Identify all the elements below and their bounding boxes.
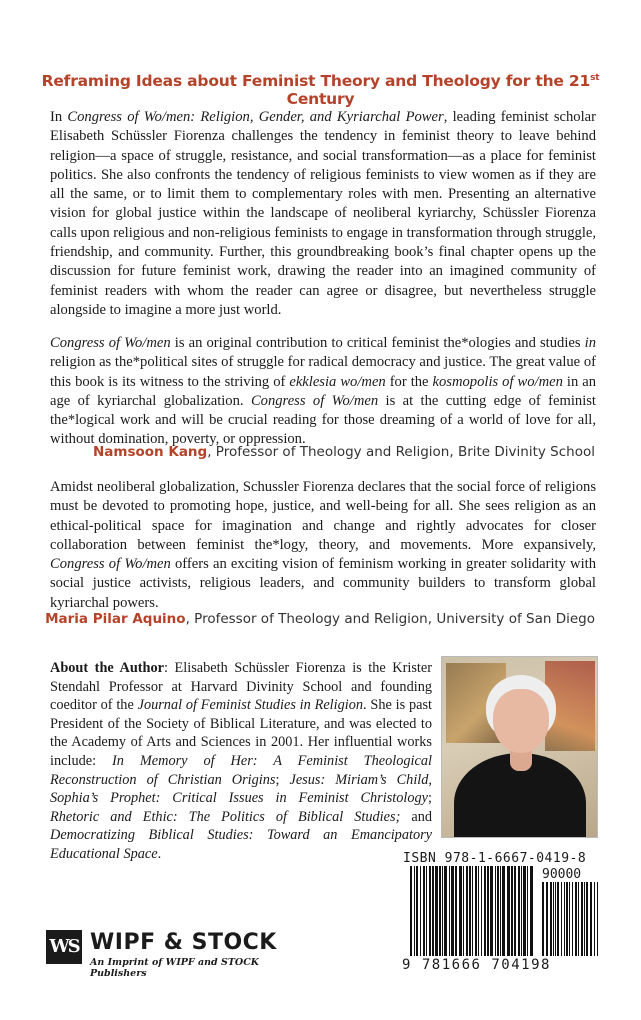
publisher-logo <box>46 930 286 979</box>
barcode-addon: 90000 <box>542 867 582 882</box>
attribution-kang: Namsoon Kang, Professor of Theology and Religion, Brite Divinity School <box>92 444 595 460</box>
publisher-name: WIPF & STOCK <box>90 930 277 955</box>
author-photo <box>441 656 598 838</box>
isbn-text: ISBN 978-1-6667-0419-8 <box>403 851 587 866</box>
publisher-mark: WS <box>46 930 82 964</box>
attribution-aquino: Maria Pilar Aquino, Professor of Theology and Religion, University of San Diego <box>45 611 595 627</box>
endorsement-kang: Congress of Wo/men is an original contribution to critical feminist the*ologies and studies in religion as the*political sites of struggle for radical democracy and justice. The great value of this book is its witness to the striving of ekklesia wo/men for the kosmopolis of wo/men in an age of kyriarchal globalization. Congress of Wo/men is at the cutting edge of feminist the*logical work and will be crucial reading for those dreaming of a world of love for all, without domination, poverty, or oppression. <box>50 335 597 448</box>
barcode-digits: 9 781666 704198 <box>402 957 551 973</box>
description-paragraph: In Congress of Wo/men: Religion, Gender, and Kyriarchal Power, leading feminist scholar Elisabeth Schüssler Fiorenza challenges the tendency in feminist theory to leave behind religion—a space of struggle, resistance, and social transformation—as a place for feminist politics. She also confronts the tendency of religious feminists to view women as if they are all the same, or to limit them to complementary roles with men. Presenting an alternative vision for global justice within the landscape of neoliberal kyriarchy, Schüssler Fiorenza calls upon religious and non-religious feminists to engage in transformation through struggle, friendship, and community. Further, this groundbreaking book’s final chapter opens up the discussion for future feminist work, drawing the reader into an imagined community of feminist readers with whom the reader can agree or disagree, but nevertheless struggle alongside to imagine a more just world. <box>50 109 596 318</box>
endorsement-aquino: Amidst neoliberal globalization, Schussler Fiorenza declares that the social force of religions must be devoted to promoting hope, justice, and well-being for all. She sees religion as an ethical-political space for imagination and change and rightly advocates for closer collaboration between feminist the*logy, theory, and movements. More expansively, Congress of Wo/men offers an exciting vision of feminism working in greater solidarity with social justice activists, religious leaders, and community builders to transform global kyriarchal powers. <box>50 479 596 611</box>
headline: Reframing Ideas about Feminist Theory and Theology for the 21st Century <box>41 72 600 108</box>
publisher-tagline: An Imprint of WIPF and STOCK Publishers <box>90 957 260 979</box>
about-the-author: About the Author: Elisabeth Schüssler Fiorenza is the Krister Stendahl Professor at Harvard Divinity School and founding coeditor of the Journal of Feminist Studies in Religion. She is past President of the Society of Biblical Literature, and was elected to the Academy of Arts and Sciences in 2001. Her influential works include: In Memory of Her: A Feminist Theological Reconstruction of Christian Origins; Jesus: Miriam’s Child, Sophia’s Prophet: Critical Issues in Feminist Christology; Rhetoric and Ethic: The Politics of Biblical Studies; and Democratizing Biblical Studies: Toward an Emancipatory Educational Space. <box>50 660 433 862</box>
